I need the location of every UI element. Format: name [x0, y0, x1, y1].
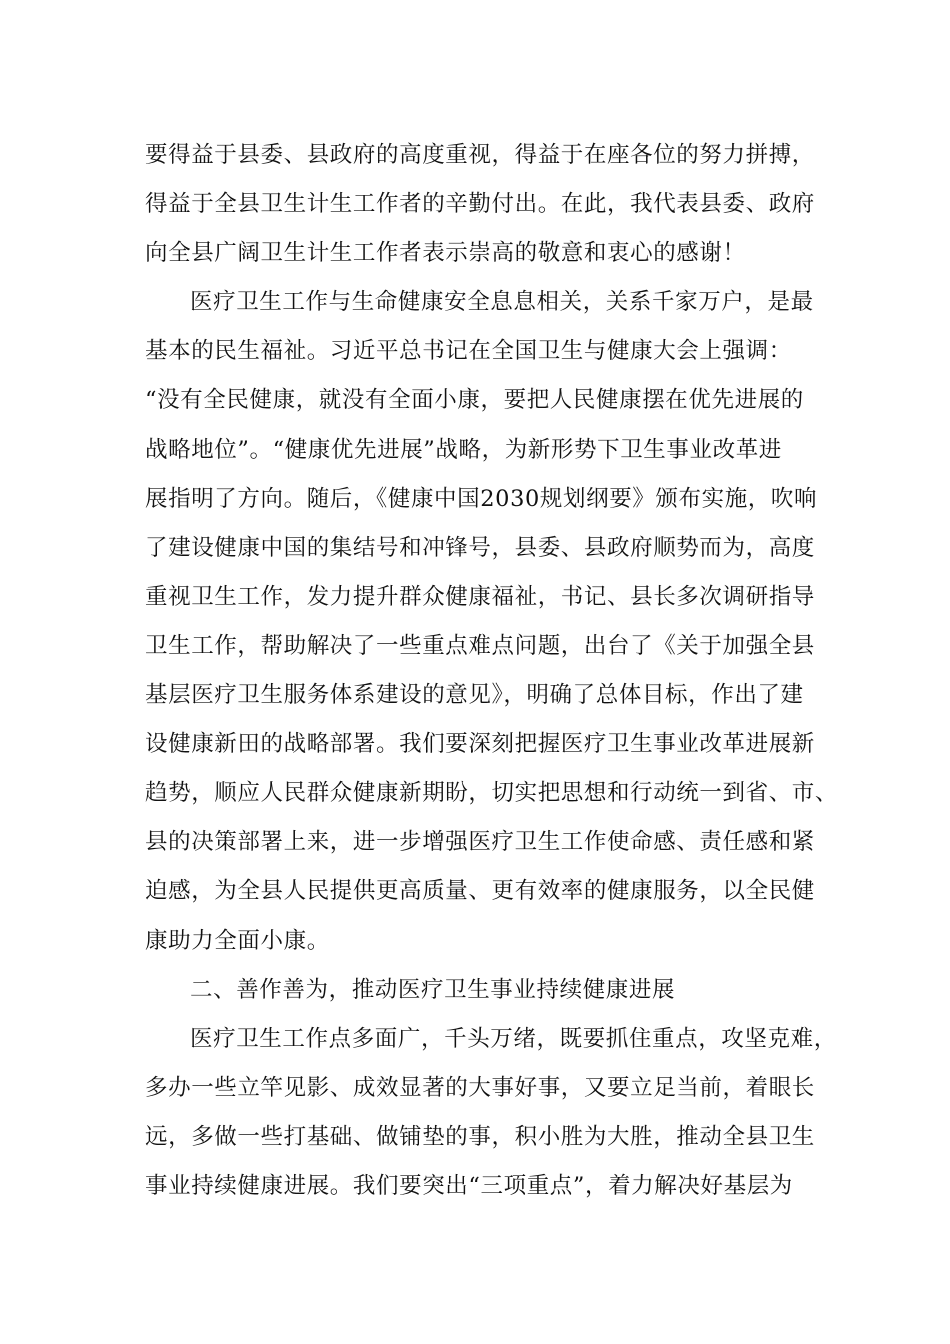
section-heading: 二、善作善为，推动医疗卫生事业持续健康进展 — [190, 976, 676, 1003]
text-line: 卫生工作，帮助解决了一些重点难点问题，出台了《关于加强全县 — [145, 632, 815, 659]
text-line: 趋势，顺应人民群众健康新期盼，切实把思想和行动统一到省、市、 — [145, 780, 839, 807]
text-line: “没有全民健康，就没有全面小康，要把人民健康摆在优先进展的 — [145, 387, 804, 414]
text-line: 展指明了方向。随后，《健康中国2030规划纲要》颁布实施，吹响 — [145, 485, 818, 512]
text-line: 得益于全县卫生计生工作者的辛勤付出。在此，我代表县委、政府 — [145, 191, 815, 218]
paragraph-first-line: 医疗卫生工作点多面广，千头万绪，既要抓住重点，攻坚克难， — [190, 1025, 837, 1052]
text-line: 设健康新田的战略部署。我们要深刻把握医疗卫生事业改革进展新 — [145, 731, 815, 758]
text-line: 了建设健康中国的集结号和冲锋号，县委、县政府顺势而为，高度 — [145, 534, 815, 561]
paragraph-first-line: 医疗卫生工作与生命健康安全息息相关，关系千家万户，是最 — [190, 289, 814, 316]
text-line: 向全县广阔卫生计生工作者表示崇高的敬意和衷心的感谢！ — [145, 240, 746, 267]
text-line: 要得益于县委、县政府的高度重视，得益于在座各位的努力拼搏， — [145, 142, 815, 168]
text-line: 战略地位”。“健康优先进展”战略，为新形势下卫生事业改革进 — [145, 436, 782, 463]
text-line: 重视卫生工作，发力提升群众健康福祉，书记、县长多次调研指导 — [145, 583, 815, 610]
text-line: 远，多做一些打基础、做铺垫的事，积小胜为大胜，推动全县卫生 — [145, 1123, 815, 1150]
text-line: 迫感，为全县人民提供更高质量、更有效率的健康服务，以全民健 — [145, 878, 815, 905]
document-body — [145, 131, 839, 1211]
text-line: 基本的民生福祉。习近平总书记在全国卫生与健康大会上强调： — [145, 338, 792, 365]
text-line: 康助力全面小康。 — [145, 927, 330, 954]
text-line: 基层医疗卫生服务体系建设的意见》，明确了总体目标，作出了建 — [145, 682, 804, 709]
text-line: 事业持续健康进展。我们要突出“三项重点”，着力解决好基层为 — [145, 1172, 793, 1199]
text-line: 县的决策部署上来，进一步增强医疗卫生工作使命感、责任感和紧 — [145, 829, 815, 856]
text-line: 多办一些立竿见影、成效显著的大事好事，又要立足当前，着眼长 — [145, 1074, 815, 1101]
